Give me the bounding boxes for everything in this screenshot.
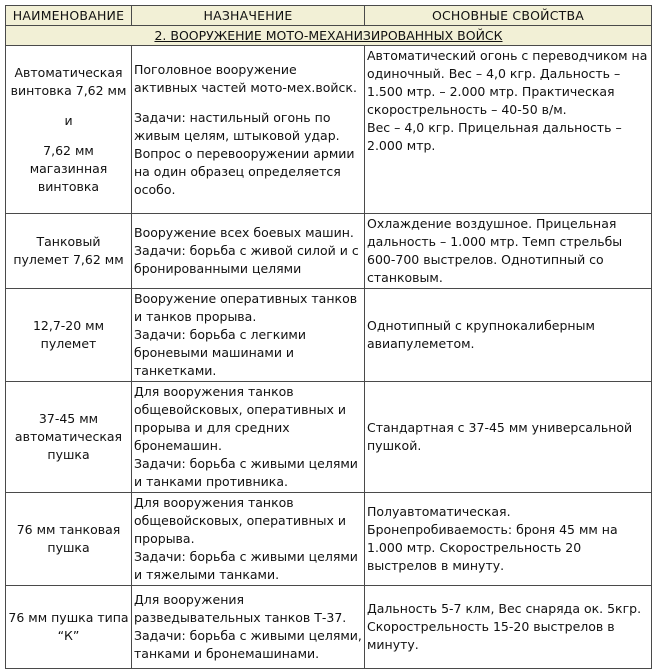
weapon-purpose-cell <box>132 289 365 382</box>
properties-text-alt: Бронепробиваемость: броня 45 мм на 1.000 мтр. Скорострельность 20 выстрелов в минуту. <box>367 522 618 573</box>
tasks-text: Задачи: борьба с живыми целями и тяжелыми танками. <box>134 549 358 582</box>
tasks-text: Задачи: борьба с живыми целями, танками и бронемашинами. <box>134 628 362 661</box>
header-purpose: НАЗНАЧЕНИЕ <box>132 6 365 26</box>
properties-text: Дальность 5-7 клм, Вес снаряда ок. 5кгр. Скорострельность 15-20 выстрелов в минуту. <box>367 601 642 652</box>
purpose-text: Для вооружения танков общевойсковых, оперативных и прорыва и для средних бронемашин. <box>134 384 347 453</box>
purpose-text: Поголовное вооружение активных частей мото-мех.войск. <box>134 61 357 95</box>
section-row <box>6 26 652 46</box>
weapon-purpose-cell <box>132 586 365 669</box>
tasks-text: Задачи: борьба с легкими броневыми машинами и танкетками. <box>134 327 306 378</box>
weapon-name-cell <box>6 382 132 493</box>
weapon-properties-cell <box>365 586 652 669</box>
properties-text: Стандартная с 37-45 мм универсальной пушкой. <box>367 420 633 453</box>
tasks-text: Задачи: борьба с живой силой и с бронированными целями <box>134 243 359 276</box>
weapon-properties-cell <box>365 493 652 586</box>
header-row <box>6 6 652 26</box>
weapon-purpose-cell <box>132 493 365 586</box>
weapon-name: Автоматическая винтовка 7,62 мм <box>10 64 127 98</box>
header-properties: ОСНОВНЫЕ СВОЙСТВА <box>365 6 652 26</box>
weapon-purpose-cell <box>132 214 365 289</box>
tasks-text: Задачи: борьба с живыми целями и танками противника. <box>134 456 358 489</box>
purpose-text: Для вооружения разведывательных танков Т-37. <box>134 592 347 625</box>
weapon-name: 76 мм пушка типа “К” <box>8 610 129 643</box>
properties-text: Однотипный с крупнокалиберным авиапулеметом. <box>367 318 595 351</box>
weapon-name-alt: 7,62 мм магазинная винтовка <box>29 142 108 194</box>
table-row <box>6 46 652 214</box>
properties-text-alt: Вес – 4,0 кгр. Прицельная дальность – 2.000 мтр. <box>367 120 622 153</box>
properties-text: Охлаждение воздушное. Прицельная дальность – 1.000 мтр. Темп стрельбы 600-700 выстрелов. Однотипный со станковым. <box>367 216 623 285</box>
weapon-name-cell <box>6 586 132 669</box>
weapon-name: 76 мм танковая пушка <box>16 522 121 555</box>
weapon-name: 12,7-20 мм пулемет <box>32 318 105 351</box>
weapon-purpose-cell <box>132 46 365 214</box>
purpose-text: Вооружение всех боевых машин. <box>134 225 354 240</box>
table-row <box>6 586 652 669</box>
weapon-purpose-cell <box>132 382 365 493</box>
tasks-text: Задачи: настильный огонь по живым целям, штыковой удар. Вопрос о перевооружении армии на один образец определяется особо. <box>134 109 355 197</box>
table-row <box>6 382 652 493</box>
weapon-name-cell <box>6 289 132 382</box>
weapon-properties-cell <box>365 382 652 493</box>
document-page <box>5 5 652 669</box>
weapon-name-cell <box>6 214 132 289</box>
weapon-properties-cell <box>365 214 652 289</box>
purpose-text: Вооружение оперативных танков и танков прорыва. <box>134 291 358 324</box>
weapon-name-conjunction: и <box>64 112 73 128</box>
properties-text: Полуавтоматическая. <box>367 504 511 519</box>
weapon-name: 37-45 мм автоматическая пушка <box>14 411 123 462</box>
weapon-name-cell <box>6 46 132 214</box>
header-name: НАИМЕНОВАНИЕ <box>6 6 132 26</box>
table-row <box>6 289 652 382</box>
weapon-properties-cell <box>365 46 652 214</box>
table-row <box>6 214 652 289</box>
weapon-name-cell <box>6 493 132 586</box>
weapon-properties-cell <box>365 289 652 382</box>
purpose-text: Для вооружения танков общевойсковых, оперативных и прорыва. <box>134 495 347 546</box>
properties-text: Автоматический огонь с переводчиком на одиночный. Вес – 4,0 кгр. Дальность – 1.500 мтр. – 2.000 мтр. Практическая скорострельность – 40-50 в/м. <box>367 48 648 117</box>
section-title: 2. ВООРУЖЕНИЕ МОТО-МЕХАНИЗИРОВАННЫХ ВОЙСК <box>6 26 652 46</box>
table-row <box>6 493 652 586</box>
weapon-name: Танковый пулемет 7,62 мм <box>13 234 124 267</box>
weapons-table <box>5 5 652 669</box>
